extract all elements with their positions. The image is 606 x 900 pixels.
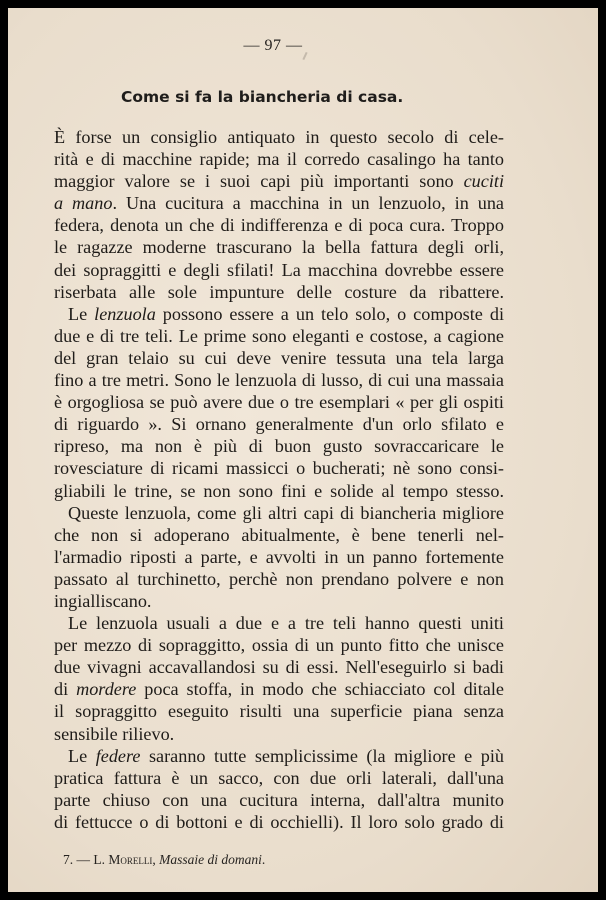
text-line: dei sopraggitti e degli sfilati! La macchina dovrebbe essere <box>54 259 504 280</box>
text-line: di mordere poca stoffa, in modo che schiacciato col ditale <box>54 679 504 700</box>
chapter-title: Come si fa la biancheria di casa. <box>121 88 404 106</box>
text-line: due vivagni accavallandosi su di essi. Nell'eseguirlo si badi <box>54 657 504 678</box>
text-line: fino a tre metri. Sono le lenzuola di lusso, di cui una massaia <box>54 370 504 391</box>
page-footer <box>63 852 265 868</box>
text-line: del gran telaio su cui deve venire tessuta una tela larga <box>54 347 504 368</box>
text-line: È forse un consiglio antiquato in questo secolo di cele- <box>54 127 504 147</box>
text-line: ingialliscano. <box>54 590 152 611</box>
text-line: gliabili le trine, se non sono fini e solide al tempo stesso. <box>54 480 504 501</box>
text-line: rità e di macchine rapide; ma il corredo casalingo ha tanto <box>54 149 504 170</box>
footer-book-title: Massaie di domani <box>159 852 262 867</box>
text-line: sensibile rilievo. <box>54 723 175 744</box>
text-line: è orgogliosa se può avere due o tre esemplari « per gli ospiti <box>54 392 504 413</box>
text-line: ripreso, ma non è più di buon gusto sovraccaricare le <box>54 436 504 457</box>
text-line: le ragazze moderne trascurano la bella fattura degli orli, <box>54 237 504 258</box>
page-number: — 97 — <box>243 37 303 54</box>
text-line: Le lenzuola usuali a due e a tre teli hanno questi uniti <box>68 613 504 634</box>
text-line: che non si adoperano abitualmente, è bene tenerli nel- <box>54 524 504 545</box>
text-line: Le federe saranno tutte semplicissime (la migliore e più <box>68 745 504 766</box>
text-line: pratica fattura è un sacco, con due orli laterali, dall'una <box>54 767 504 788</box>
text-line: per mezzo di sopraggitto, ossia di un punto fitto che unisce <box>54 635 504 656</box>
text-line: riserbata alle sole impunture delle costure da ribattere. <box>54 281 504 302</box>
text-line: di riguardo ». Si ornano generalmente d'un orlo sfilato e <box>54 414 504 435</box>
footer-end: . <box>261 852 266 867</box>
text-line: federa, denota un che di indifferenza e di poca cura. Troppo <box>54 215 504 236</box>
text-line: due e di tre teli. Le prime sono eleganti e costose, a cagione <box>54 325 504 346</box>
footer-author: L. Morelli <box>93 852 153 867</box>
text-line: Queste lenzuola, come gli altri capi di biancheria migliore <box>68 502 504 523</box>
text-line: l'armadio riposti a parte, e avvolti in un panno fortemente <box>54 546 504 567</box>
body-text <box>54 126 504 833</box>
text-line: di fettucce o di bottoni e di occhielli). Il loro solo grado di <box>54 811 504 832</box>
book-page <box>8 8 598 892</box>
text-line: rovesciature di ricami massicci o bucherati; nè sono consi- <box>54 458 504 479</box>
text-line: il sopraggitto eseguito risulti una superficie piana senza <box>54 701 504 722</box>
signature-mark: 7. — <box>63 852 94 867</box>
text-line: passato al turchinetto, perchè non prendano polvere e non <box>54 568 504 589</box>
text-line: a mano. Una cucitura a macchina in un lenzuolo, in una <box>54 193 504 214</box>
text-line: maggior valore se i suoi capi più importanti sono cuciti <box>54 171 504 192</box>
footer-separator: , <box>152 852 160 867</box>
text-line: Le lenzuola possono essere a un telo solo, o composte di <box>68 303 504 324</box>
text-line: parte chiuso con una cucitura interna, dall'altra munito <box>54 789 504 810</box>
